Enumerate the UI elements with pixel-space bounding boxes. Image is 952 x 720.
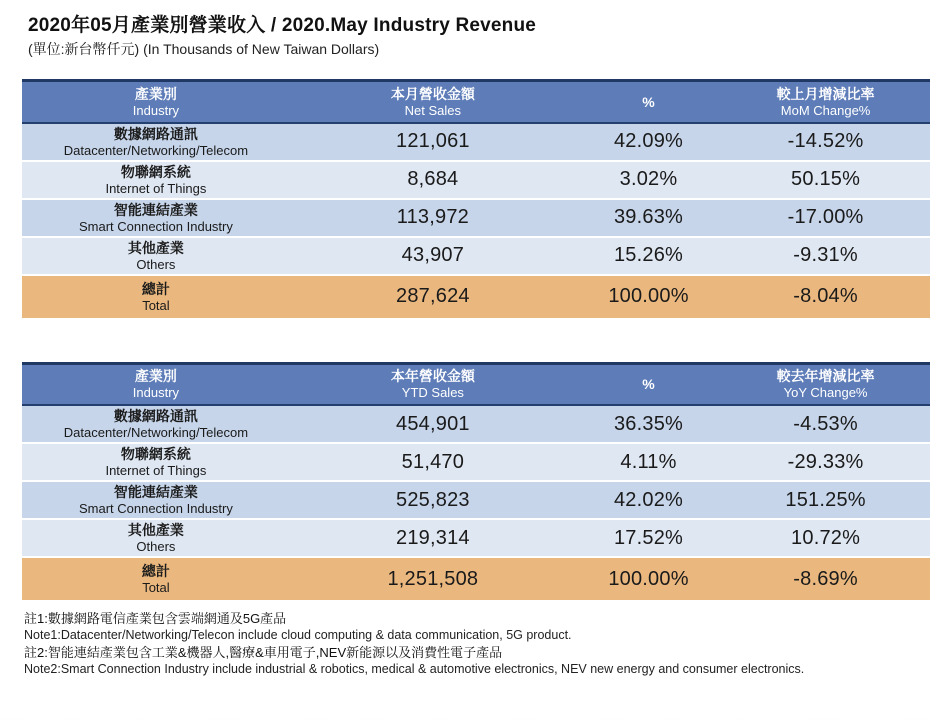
change-cell: -9.31% — [721, 237, 930, 275]
sales-cell: 1,251,508 — [290, 557, 576, 600]
sales-cell: 121,061 — [290, 123, 576, 161]
column-header: % — [576, 363, 721, 405]
sales-cell: 454,901 — [290, 405, 576, 443]
change-cell: -17.00% — [721, 199, 930, 237]
page-subtitle: (單位:新台幣仟元) (In Thousands of New Taiwan Dollars) — [28, 41, 380, 57]
change-cell: -29.33% — [721, 443, 930, 481]
change-cell: -8.04% — [721, 275, 930, 318]
note1-zh: 註1:數據網路電信產業包含雲端網通及5G產品 — [24, 611, 287, 626]
industry-cell: 數據網路通訊 Datacenter/Networking/Telecom — [22, 123, 290, 161]
percent-cell: 36.35% — [576, 405, 721, 443]
industry-cell: 智能連結產業 Smart Connection Industry — [22, 199, 290, 237]
percent-cell: 3.02% — [576, 161, 721, 199]
table-row — [22, 481, 930, 519]
monthly-revenue-table — [22, 79, 930, 318]
ytd-revenue-table — [22, 362, 930, 601]
revenue-report-document — [0, 10, 952, 720]
table-header-row — [22, 363, 930, 405]
total-row — [22, 275, 930, 318]
table-row — [22, 443, 930, 481]
note2-zh: 註2:智能連結產業包含工業&機器人,醫療&車用電子,NEV新能源以及消費性電子產品 — [24, 645, 503, 660]
column-header: 產業別 Industry — [22, 363, 290, 405]
total-row — [22, 557, 930, 600]
note2-en: Note2:Smart Connection Industry include industrial & robotics, medical & automotive electronics, NEV new energy and consumer electronics. — [24, 662, 805, 676]
industry-cell: 其他產業 Others — [22, 237, 290, 275]
sales-cell: 43,907 — [290, 237, 576, 275]
table-row — [22, 161, 930, 199]
change-cell: 50.15% — [721, 161, 930, 199]
change-cell: 10.72% — [721, 519, 930, 557]
sales-cell: 113,972 — [290, 199, 576, 237]
sales-cell: 219,314 — [290, 519, 576, 557]
column-header: 較去年增減比率 YoY Change% — [721, 363, 930, 405]
industry-cell: 物聯網系統 Internet of Things — [22, 161, 290, 199]
change-cell: -8.69% — [721, 557, 930, 600]
sales-cell: 525,823 — [290, 481, 576, 519]
percent-cell: 100.00% — [576, 557, 721, 600]
note1-en: Note1:Datacenter/Networking/Telecon include cloud computing & data communication, 5G product. — [24, 628, 572, 642]
table-row — [22, 237, 930, 275]
table-row — [22, 519, 930, 557]
table-header-row — [22, 81, 930, 123]
percent-cell: 100.00% — [576, 275, 721, 318]
industry-cell: 總計 Total — [22, 557, 290, 600]
column-header: 產業別 Industry — [22, 81, 290, 123]
column-header: 本年營收金額 YTD Sales — [290, 363, 576, 405]
percent-cell: 39.63% — [576, 199, 721, 237]
change-cell: -14.52% — [721, 123, 930, 161]
table-row — [22, 123, 930, 161]
column-header: % — [576, 81, 721, 123]
column-header: 本月營收金額 Net Sales — [290, 81, 576, 123]
change-cell: 151.25% — [721, 481, 930, 519]
percent-cell: 42.02% — [576, 481, 721, 519]
percent-cell: 42.09% — [576, 123, 721, 161]
industry-cell: 數據網路通訊 Datacenter/Networking/Telecom — [22, 405, 290, 443]
industry-cell: 其他產業 Others — [22, 519, 290, 557]
table-row — [22, 405, 930, 443]
percent-cell: 15.26% — [576, 237, 721, 275]
column-header: 較上月增減比率 MoM Change% — [721, 81, 930, 123]
sales-cell: 8,684 — [290, 161, 576, 199]
percent-cell: 4.11% — [576, 443, 721, 481]
change-cell: -4.53% — [721, 405, 930, 443]
footnotes — [24, 610, 952, 678]
percent-cell: 17.52% — [576, 519, 721, 557]
page-title: 2020年05月產業別營業收入 / 2020.May Industry Revenue — [28, 15, 537, 36]
industry-cell: 物聯網系統 Internet of Things — [22, 443, 290, 481]
sales-cell: 51,470 — [290, 443, 576, 481]
sales-cell: 287,624 — [290, 275, 576, 318]
industry-cell: 總計 Total — [22, 275, 290, 318]
table-row — [22, 199, 930, 237]
industry-cell: 智能連結產業 Smart Connection Industry — [22, 481, 290, 519]
